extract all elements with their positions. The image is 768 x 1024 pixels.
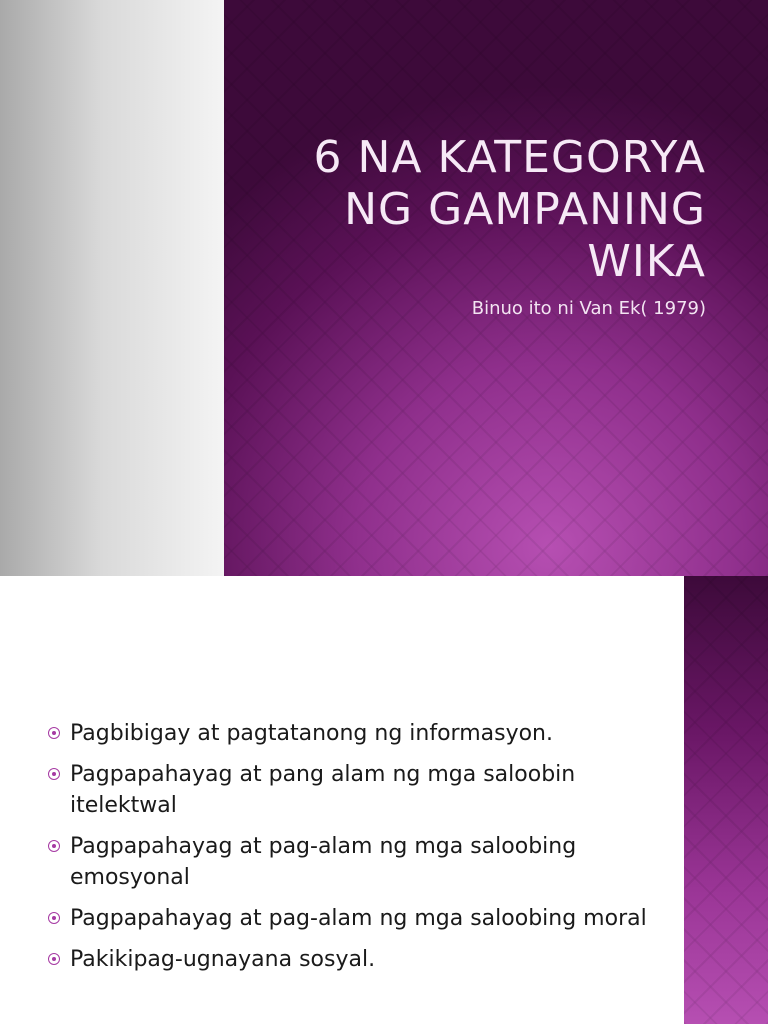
bullet-text: Pagpapahayag at pag-alam ng mga saloobing moral <box>70 906 647 931</box>
list-item <box>48 903 668 934</box>
content-slide <box>0 576 768 1024</box>
title-line: NG GAMPANING <box>344 184 706 235</box>
bullet-list <box>48 718 668 985</box>
slide-subtitle: Binuo ito ni Van Ek( 1979) <box>471 298 706 319</box>
purple-side-bar <box>684 576 768 1024</box>
gray-side-panel <box>0 0 224 576</box>
list-item <box>48 831 668 893</box>
slide-title <box>266 132 706 288</box>
title-line: WIKA <box>587 236 706 287</box>
bullet-text: Pagpapahayag at pag-alam ng mga saloobing emosyonal <box>70 834 577 890</box>
purple-pattern-panel <box>224 0 768 576</box>
list-item <box>48 944 668 975</box>
circle-dot-icon <box>48 953 60 965</box>
circle-dot-icon <box>48 727 60 739</box>
bullet-text: Pagpapahayag at pang alam ng mga saloobin itelektwal <box>70 762 576 818</box>
circle-dot-icon <box>48 912 60 924</box>
circle-dot-icon <box>48 768 60 780</box>
list-item <box>48 718 668 749</box>
circle-dot-icon <box>48 840 60 852</box>
title-line: 6 NA KATEGORYA <box>313 132 706 183</box>
bullet-text: Pagbibigay at pagtatanong ng informasyon. <box>70 721 553 746</box>
list-item <box>48 759 668 821</box>
bullet-text: Pakikipag-ugnayana sosyal. <box>70 947 376 972</box>
